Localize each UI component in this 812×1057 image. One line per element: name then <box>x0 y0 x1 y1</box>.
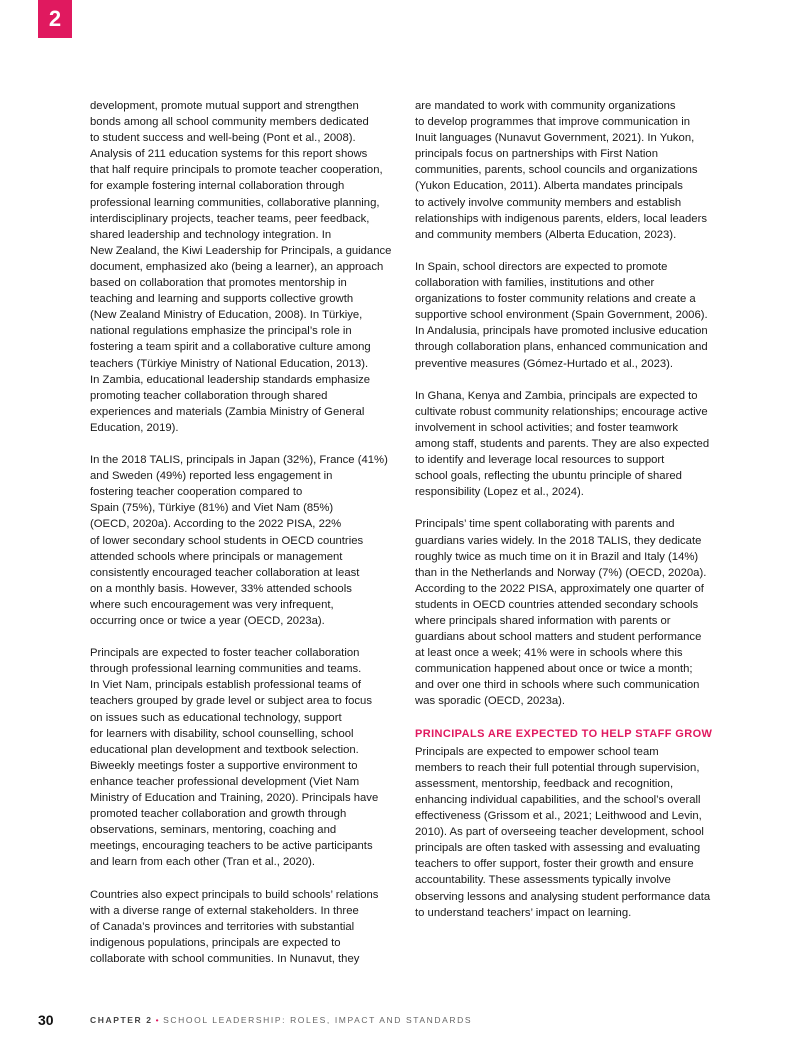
text-line: than in the Netherlands and Norway (7%) (OECD, 2020a). <box>415 566 707 579</box>
text-line: through collaboration plans, enhanced communication and <box>415 341 708 354</box>
text-line: to understand teachers’ impact on learning. <box>415 906 632 919</box>
text-line: where such encouragement was very infrequent, <box>90 598 334 611</box>
body-paragraph <box>90 452 402 629</box>
text-line: Ministry of Education and Training, 2020). Principals have <box>90 792 379 805</box>
text-line: teachers (Türkiye Ministry of National Education, 2013). <box>90 357 369 370</box>
text-line: that half require principals to promote teacher cooperation, <box>90 164 383 177</box>
text-line: indigenous populations, principals are expected to <box>90 936 341 949</box>
text-line: where principals shared information with parents or <box>415 615 671 627</box>
page-footer <box>38 1011 472 1029</box>
chapter-title: SCHOOL LEADERSHIP: ROLES, IMPACT AND STANDARDS <box>163 1015 473 1025</box>
text-line: cultivate robust community relationships; encourage active <box>415 405 708 418</box>
text-line: Analysis of 211 education systems for this report shows <box>90 148 368 161</box>
text-line: involvement in school activities; and foster teamwork <box>415 421 679 434</box>
body-paragraph <box>90 98 402 436</box>
left-text-column <box>90 98 402 983</box>
text-line: Countries also expect principals to build schools’ relations <box>90 888 379 901</box>
text-line: and over one third in schools where such communication <box>415 679 700 692</box>
text-line: observations, seminars, mentoring, coaching and <box>90 824 337 837</box>
text-line: document, emphasized ako (being a learner), an approach <box>90 260 384 273</box>
text-line: with a diverse range of external stakeholders. In three <box>90 904 359 917</box>
text-line: teachers to offer support, foster their growth and ensure <box>415 858 694 871</box>
text-line: fostering a team spirit and a collaborative culture among <box>90 341 371 354</box>
text-line: communities, parents, school councils and organizations <box>415 164 698 177</box>
text-line: Principals are expected to foster teacher collaboration <box>90 647 360 660</box>
text-line: Principals’ time spent collaborating with parents and <box>415 518 675 531</box>
text-line: enhance teacher professional development (Viet Nam <box>90 775 360 788</box>
text-line: According to the 2022 PISA, approximately one quarter of <box>415 582 704 595</box>
text-line: to identify and leverage local resources to support <box>415 454 665 467</box>
text-line: (New Zealand Ministry of Education, 2008). In Türkiye, <box>90 309 363 322</box>
text-line: and learn from each other (Tran et al., 2020). <box>90 856 316 869</box>
text-line: national regulations emphasize the principal’s role in <box>90 325 352 338</box>
text-line: bonds among all school community members dedicated <box>90 116 369 129</box>
body-paragraph <box>90 645 402 870</box>
text-line: at least once a week; 41% were in schools where this <box>415 647 683 660</box>
text-line: teaching and learning and supports collective growth <box>90 293 354 306</box>
text-line: to develop programmes that improve communication in <box>415 116 691 129</box>
body-paragraph <box>415 388 727 501</box>
text-line: experiences and materials (Zambia Ministry of General <box>90 405 365 418</box>
text-line: promoting teacher collaboration through shared <box>90 389 328 402</box>
text-line: Biweekly meetings foster a supportive environment to <box>90 759 358 772</box>
text-line: to actively involve community members and establish <box>415 196 682 209</box>
text-line: collaborate with school communities. In Nunavut, they <box>90 952 360 965</box>
text-line: guardians about school matters and student performance <box>415 631 702 644</box>
text-line: to student success and well-being (Pont et al., 2008). <box>90 132 356 145</box>
text-line: among staff, students and parents. They are also expected <box>415 437 710 450</box>
text-line: enhancing individual capabilities, and the school’s overall <box>415 793 701 806</box>
text-line: educational plan development and textbook selection. <box>90 743 359 756</box>
text-line: supportive school environment (Spain Government, 2006). <box>415 309 708 322</box>
body-paragraph <box>415 259 727 372</box>
text-line: professional learning communities, collaborative planning, <box>90 196 380 209</box>
text-line: organizations to foster community relations and create a <box>415 293 696 306</box>
text-line: shared leadership and technology integration. In <box>90 228 332 241</box>
section-heading: PRINCIPALS ARE EXPECTED TO HELP STAFF GROW <box>415 727 713 740</box>
separator-dot: • <box>155 1015 161 1025</box>
text-line: preventive measures (Gómez-Hurtado et al., 2023). <box>415 357 674 370</box>
text-line: New Zealand, the Kiwi Leadership for Principals, a guidance <box>90 244 392 257</box>
text-line: through professional learning communities and teams. <box>90 663 362 676</box>
text-line: In Spain, school directors are expected to promote <box>415 260 668 273</box>
text-line: responsibility (Lopez et al., 2024). <box>415 486 584 499</box>
text-line: principals are often tasked with assessing and evaluating <box>415 842 701 855</box>
text-line: for example fostering internal collaboration through <box>90 180 345 193</box>
text-line: and Sweden (49%) reported less engagement in <box>90 470 333 483</box>
text-line: promoted teacher collaboration and growth through <box>90 808 347 821</box>
text-line: (Yukon Education, 2011). Alberta mandates principals <box>415 180 683 193</box>
text-line: occurring once or twice a year (OECD, 2023a). <box>90 615 325 627</box>
text-line: roughly twice as much time on it in Brazil and Italy (14%) <box>415 550 699 563</box>
text-line: In the 2018 TALIS, principals in Japan (32%), France (41%) <box>90 454 388 467</box>
text-line: on a monthly basis. However, 33% attended schools <box>90 582 352 595</box>
body-paragraph <box>415 516 727 709</box>
text-line: fostering teacher cooperation compared to <box>90 486 303 499</box>
body-paragraph <box>415 98 727 243</box>
text-line: effectiveness (Grissom et al., 2021; Leithwood and Levin, <box>415 810 702 823</box>
body-paragraph <box>415 744 727 921</box>
text-line: was sporadic (OECD, 2023a). <box>415 695 566 708</box>
text-line: communication happened about once or twice a month; <box>415 663 693 676</box>
text-line: In Ghana, Kenya and Zambia, principals are expected to <box>415 389 698 402</box>
text-line: In Viet Nam, principals establish professional teams of <box>90 679 362 692</box>
text-line: assessment, mentorship, feedback and recognition, <box>415 777 674 790</box>
text-line: observing lessons and analysing student performance data <box>415 890 711 903</box>
chapter-label: CHAPTER 2 <box>90 1015 153 1025</box>
text-line: based on collaboration that promotes mentorship in <box>90 277 347 290</box>
text-line: principals focus on partnerships with First Nation <box>415 148 658 161</box>
text-line: teachers grouped by grade level or subject area to focus <box>90 695 372 708</box>
text-line: Principals are expected to empower school team <box>415 745 659 758</box>
text-line: on issues such as educational technology, support <box>90 711 342 724</box>
running-head <box>90 1015 472 1025</box>
right-text-column <box>415 98 727 937</box>
text-line: for learners with disability, school counselling, school <box>90 727 354 740</box>
text-line: members to reach their full potential through supervision, <box>415 761 700 774</box>
text-line: (OECD, 2020a). According to the 2022 PISA, 22% <box>90 518 342 531</box>
text-line: Education, 2019). <box>90 421 179 434</box>
text-line: Inuit languages (Nunavut Government, 2021). In Yukon, <box>415 132 695 145</box>
chapter-number-tab: 2 <box>38 0 72 38</box>
text-line: school goals, reflecting the ubuntu principle of shared <box>415 470 682 483</box>
page-number: 30 <box>38 1012 54 1028</box>
text-line: consistently encouraged teacher collaboration at least <box>90 566 360 579</box>
text-line: accountability. These assessments typically involve <box>415 874 671 887</box>
text-line: development, promote mutual support and strengthen <box>90 100 359 112</box>
text-line: interdisciplinary projects, teacher teams, peer feedback, <box>90 212 370 225</box>
text-line: attended schools where principals or management <box>90 550 343 563</box>
text-line: In Andalusia, principals have promoted inclusive education <box>415 325 708 338</box>
text-line: of lower secondary school students in OECD countries <box>90 534 364 547</box>
text-line: Spain (75%), Türkiye (81%) and Viet Nam (85%) <box>90 502 334 515</box>
text-line: and community members (Alberta Education, 2023). <box>415 228 677 241</box>
text-line: are mandated to work with community organizations <box>415 100 676 112</box>
text-line: students in OECD countries attended secondary schools <box>415 598 699 611</box>
text-line: meetings, encouraging teachers to be active participants <box>90 840 373 853</box>
text-line: collaboration with families, institutions and other <box>415 277 655 290</box>
text-line: 2010). As part of overseeing teacher development, school <box>415 826 704 839</box>
text-line: In Zambia, educational leadership standards emphasize <box>90 373 371 386</box>
text-line: guardians varies widely. In the 2018 TALIS, they dedicate <box>415 534 702 547</box>
text-line: relationships with indigenous parents, elders, local leaders <box>415 212 708 225</box>
text-line: of Canada’s provinces and territories with substantial <box>90 920 355 933</box>
body-paragraph <box>90 887 402 967</box>
